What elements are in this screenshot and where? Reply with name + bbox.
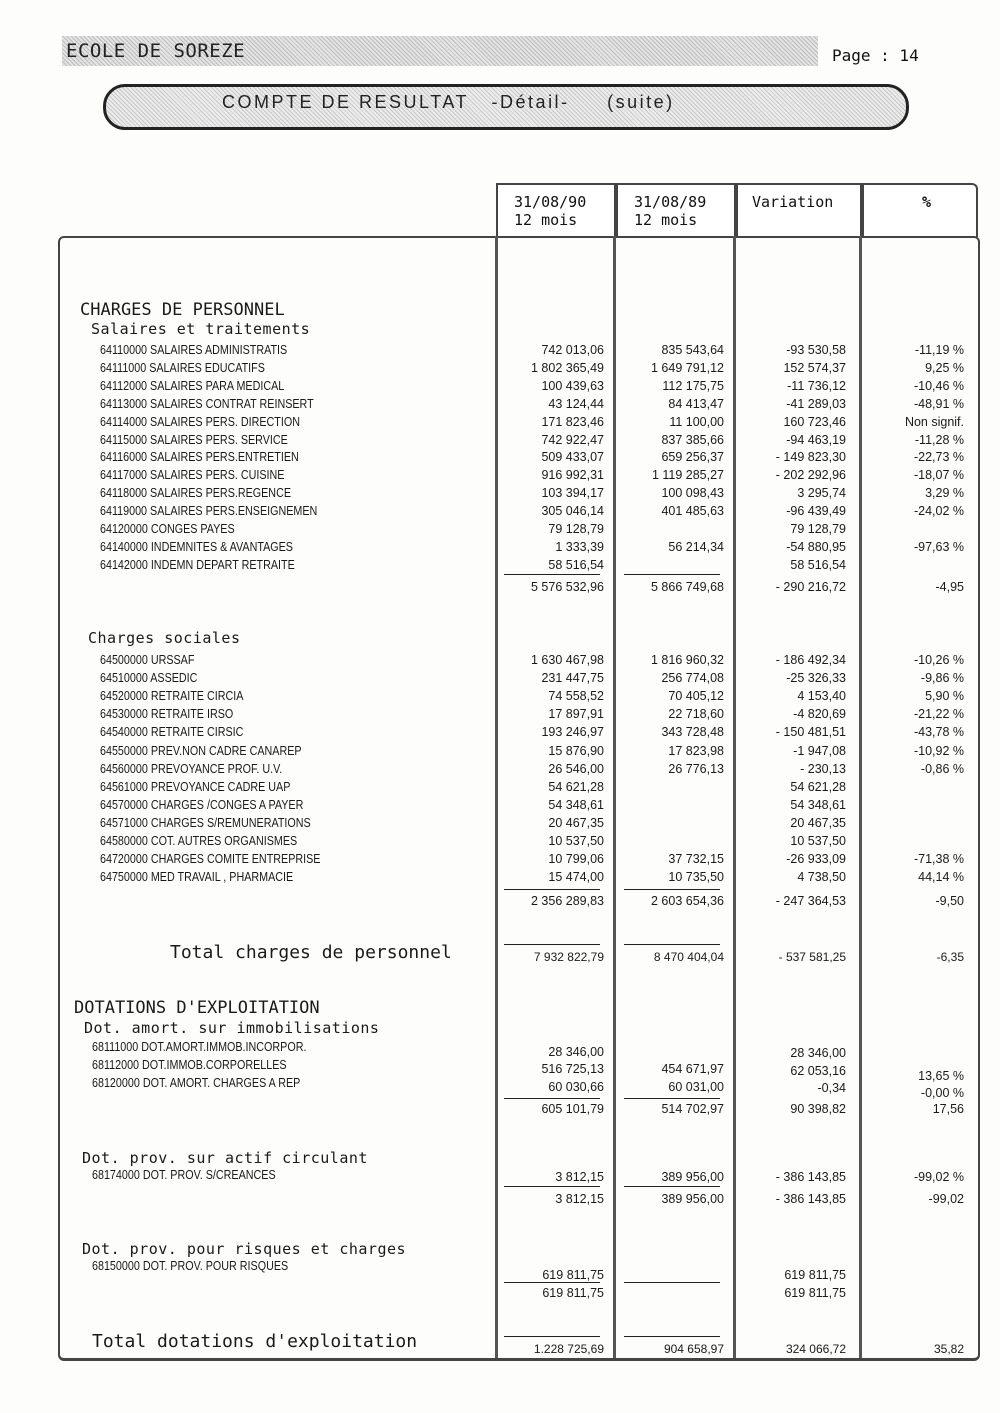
cell-v89: 659 256,37 xyxy=(661,450,724,465)
underline xyxy=(624,944,720,945)
banner-suite: (suite) xyxy=(607,92,675,112)
cell-v89: 100 098,43 xyxy=(661,486,724,501)
cell-var: - 537 581,25 xyxy=(778,950,846,964)
cell-v90: 742 013,06 xyxy=(541,343,604,357)
cell-v90: 74 558,52 xyxy=(548,689,604,704)
cell-v90: 15 474,00 xyxy=(548,870,604,885)
cell-var: 79 128,79 xyxy=(790,522,846,536)
account-label: 64520000 RETRAITE CIRCIA xyxy=(100,689,244,704)
cell-var: - 186 492,34 xyxy=(775,653,846,667)
cell-var: - 150 481,51 xyxy=(775,725,846,740)
cell-v89: 8 470 404,04 xyxy=(653,950,724,964)
col-header-1990 xyxy=(496,183,616,237)
cell-v89: 343 728,48 xyxy=(661,725,724,740)
account-label: 64500000 URSSAF xyxy=(100,653,195,667)
underline xyxy=(504,1282,600,1283)
cell-var: -11 736,12 xyxy=(787,378,846,393)
cell-pct: -99,02 xyxy=(928,1192,964,1206)
col-1989-period: 12 mois xyxy=(634,211,698,229)
cell-var: 58 516,54 xyxy=(790,557,846,572)
cell-pct: 3,29 % xyxy=(925,486,964,501)
banner-title xyxy=(222,92,675,113)
cell-v89: 401 485,63 xyxy=(661,504,724,519)
cell-pct: -0,86 % xyxy=(920,761,964,776)
underline xyxy=(504,1186,600,1187)
cell-v90: 60 030,66 xyxy=(548,1080,604,1094)
cell-v89: 26 776,13 xyxy=(668,761,724,776)
cell-pct: 9,25 % xyxy=(925,360,964,375)
cell-var: -26 933,09 xyxy=(786,852,846,867)
cell-v89: 56 214,34 xyxy=(668,539,724,554)
account-label: 64116000 SALAIRES PERS.ENTRETIEN xyxy=(100,450,299,465)
cell-pct: -11,19 % xyxy=(914,343,964,357)
cell-v90: 516 725,13 xyxy=(541,1062,604,1076)
cell-pct: -21,22 % xyxy=(913,707,964,722)
cell-v90: 15 876,90 xyxy=(548,743,604,758)
cell-v90: 58 516,54 xyxy=(548,557,604,572)
cell-var: - 202 292,96 xyxy=(775,468,846,483)
cell-v90: 3 812,15 xyxy=(555,1192,604,1206)
cell-var: 3 295,74 xyxy=(797,486,846,501)
account-label: 68111000 DOT.AMORT.IMMOB.INCORPOR. xyxy=(92,1040,307,1054)
account-label: 64111000 SALAIRES EDUCATIFS xyxy=(100,360,265,375)
total-label: Total dotations d'exploitation xyxy=(92,1331,418,1352)
subsection-title: Salaires et traitements xyxy=(91,320,311,338)
col-variation-label: Variation xyxy=(752,193,834,211)
total-label: Total charges de personnel xyxy=(170,942,452,963)
cell-v90: 26 546,00 xyxy=(548,761,604,776)
cell-pct: -18,07 % xyxy=(913,468,964,483)
cell-var: 4 738,50 xyxy=(797,870,846,885)
cell-var: 160 723,46 xyxy=(783,414,846,429)
cell-var: - 247 364,53 xyxy=(775,894,846,908)
subsection-title: Charges sociales xyxy=(88,629,241,647)
account-label: 64540000 RETRAITE CIRSIC xyxy=(100,725,244,740)
cell-pct: 13,65 % xyxy=(918,1069,964,1083)
cell-pct: -97,63 % xyxy=(913,539,964,554)
cell-var: 28 346,00 xyxy=(790,1046,846,1060)
cell-pct: -9,50 xyxy=(935,894,964,908)
cell-v90: 916 992,31 xyxy=(541,468,604,483)
cell-v89: 1 119 285,27 xyxy=(651,468,724,483)
cell-v90: 1 333,39 xyxy=(555,539,604,554)
cell-v89: 514 702,97 xyxy=(661,1102,724,1116)
cell-var: - 290 216,72 xyxy=(775,580,846,594)
underline xyxy=(624,1098,720,1099)
cell-pct: -10,92 % xyxy=(913,743,964,758)
cell-v90: 10 799,06 xyxy=(548,852,604,867)
cell-pct: -4,95 xyxy=(935,580,964,594)
cell-v90: 54 348,61 xyxy=(548,797,604,812)
account-label: 68112000 DOT.IMMOB.CORPORELLES xyxy=(92,1058,287,1072)
cell-v90: 509 433,07 xyxy=(541,450,604,465)
cell-var: 619 811,75 xyxy=(784,1286,846,1300)
cell-v90: 742 922,47 xyxy=(541,432,604,447)
cell-pct: -48,91 % xyxy=(913,396,964,411)
account-label: 68174000 DOT. PROV. S/CREANCES xyxy=(92,1168,276,1182)
cell-var: 90 398,82 xyxy=(790,1102,846,1116)
cell-v89: 835 543,64 xyxy=(661,343,724,357)
cell-var: -1 947,08 xyxy=(793,743,846,758)
col-1990-period: 12 mois xyxy=(514,211,578,229)
underline xyxy=(504,574,600,575)
cell-pct: -99,02 % xyxy=(913,1170,964,1184)
cell-v90: 103 394,17 xyxy=(541,486,604,501)
account-label: 64560000 PREVOYANCE PROF. U.V. xyxy=(100,761,283,776)
cell-v89: 389 956,00 xyxy=(661,1170,724,1184)
page-number: Page : 14 xyxy=(832,46,919,65)
cell-var: 20 467,35 xyxy=(790,815,846,830)
cell-var: 152 574,37 xyxy=(783,360,846,375)
banner-detail: -Détail- xyxy=(491,92,570,112)
cell-v89: 112 175,75 xyxy=(662,378,724,393)
cell-v89: 1 816 960,32 xyxy=(651,653,724,667)
underline xyxy=(504,1098,600,1099)
cell-v90: 79 128,79 xyxy=(548,522,604,536)
cell-v90: 305 046,14 xyxy=(541,504,604,519)
account-label: 64510000 ASSEDIC xyxy=(100,671,198,686)
account-label: 64140000 INDEMNITES & AVANTAGES xyxy=(100,539,293,554)
cell-var: - 386 143,85 xyxy=(775,1170,846,1184)
cell-var: -93 530,58 xyxy=(786,343,846,357)
account-label: 64571000 CHARGES S/REMUNERATIONS xyxy=(100,815,311,830)
account-label: 64550000 PREV.NON CADRE CANAREP xyxy=(100,743,302,758)
cell-var: - 386 143,85 xyxy=(775,1192,846,1206)
col-1989-date: 31/08/89 xyxy=(634,193,707,211)
cell-var: -96 439,49 xyxy=(786,504,846,519)
section-title: CHARGES DE PERSONNEL xyxy=(80,300,285,320)
cell-var: -0,34 xyxy=(817,1081,846,1095)
cell-var: -41 289,03 xyxy=(786,396,846,411)
cell-v90: 54 621,28 xyxy=(548,779,604,794)
cell-v90: 605 101,79 xyxy=(541,1102,604,1116)
subsection-title: Dot. prov. sur actif circulant xyxy=(82,1149,368,1167)
cell-v89: 5 866 749,68 xyxy=(651,580,724,594)
cell-var: - 149 823,30 xyxy=(775,450,846,465)
subsection-title: Dot. prov. pour risques et charges xyxy=(82,1240,407,1258)
column-divider xyxy=(613,236,616,1358)
cell-v90: 100 439,63 xyxy=(541,378,604,393)
cell-v89: 60 031,00 xyxy=(668,1080,724,1094)
cell-v90: 231 447,75 xyxy=(541,671,604,686)
account-label: 64112000 SALAIRES PARA MEDICAL xyxy=(100,378,285,393)
cell-pct: 44,14 % xyxy=(918,870,964,885)
cell-v90: 171 823,46 xyxy=(541,414,604,429)
underline xyxy=(624,1336,720,1337)
cell-v90: 17 897,91 xyxy=(548,707,604,722)
account-label: 64119000 SALAIRES PERS.ENSEIGNEMEN xyxy=(100,504,318,519)
cell-v90: 193 246,97 xyxy=(541,725,604,740)
account-label: 68120000 DOT. AMORT. CHARGES A REP xyxy=(92,1076,301,1090)
cell-var: -94 463,19 xyxy=(786,432,846,447)
cell-v90: 619 811,75 xyxy=(542,1286,604,1300)
school-name: ECOLE DE SOREZE xyxy=(66,40,246,62)
cell-v89: 22 718,60 xyxy=(668,707,724,722)
cell-v90: 1 802 365,49 xyxy=(531,360,604,375)
account-label: 64142000 INDEMN DEPART RETRAITE xyxy=(100,557,295,572)
cell-v89: 2 603 654,36 xyxy=(651,894,724,908)
col-header-variation xyxy=(736,183,862,237)
cell-var: -54 880,95 xyxy=(786,539,846,554)
cell-v90: 619 811,75 xyxy=(542,1268,604,1282)
column-divider xyxy=(733,236,736,1358)
account-label: 64530000 RETRAITE IRSO xyxy=(100,707,234,722)
section-title: DOTATIONS D'EXPLOITATION xyxy=(74,998,320,1018)
account-label: 64720000 CHARGES COMITE ENTREPRISE xyxy=(100,852,321,867)
account-label: 64113000 SALAIRES CONTRAT REINSERT xyxy=(100,396,314,411)
cell-v90: 1.228 725,69 xyxy=(533,1342,604,1356)
cell-var: 62 053,16 xyxy=(790,1064,846,1078)
cell-pct: -22,73 % xyxy=(913,450,964,465)
cell-v89: 256 774,08 xyxy=(661,671,724,686)
cell-pct: 17,56 xyxy=(932,1102,964,1116)
underline xyxy=(624,889,720,890)
cell-v89: 389 956,00 xyxy=(661,1192,724,1206)
underline xyxy=(504,889,600,890)
underline xyxy=(504,944,600,945)
cell-pct: -10,26 % xyxy=(913,653,964,667)
cell-v90: 7 932 822,79 xyxy=(533,950,604,964)
cell-var: 4 153,40 xyxy=(797,689,846,704)
cell-pct: -11,28 % xyxy=(914,432,964,447)
cell-v89: 37 732,15 xyxy=(668,852,724,867)
banner-main: COMPTE DE RESULTAT xyxy=(222,92,470,112)
cell-v89: 1 649 791,12 xyxy=(651,360,724,375)
cell-v90: 28 346,00 xyxy=(548,1045,604,1059)
cell-v90: 10 537,50 xyxy=(548,834,604,848)
cell-v89: 837 385,66 xyxy=(661,432,724,447)
account-label: 64580000 COT. AUTRES ORGANISMES xyxy=(100,834,298,848)
cell-var: 619 811,75 xyxy=(784,1268,846,1282)
cell-v90: 43 124,44 xyxy=(548,396,604,411)
underline xyxy=(504,1336,600,1337)
account-label: 64120000 CONGES PAYES xyxy=(100,522,235,536)
account-label: 64750000 MED TRAVAIL , PHARMACIE xyxy=(100,870,294,885)
cell-v90: 20 467,35 xyxy=(548,815,604,830)
column-divider xyxy=(859,236,862,1358)
cell-pct: -9,86 % xyxy=(920,671,964,686)
cell-pct: 35,82 xyxy=(933,1342,964,1356)
col-1990-date: 31/08/90 xyxy=(514,193,587,211)
cell-v89: 11 100,00 xyxy=(669,414,724,429)
cell-pct: -43,78 % xyxy=(913,725,964,740)
subsection-title: Dot. amort. sur immobilisations xyxy=(84,1019,380,1037)
cell-v89: 84 413,47 xyxy=(668,396,724,411)
account-label: 64561000 PREVOYANCE CADRE UAP xyxy=(100,779,291,794)
account-label: 64570000 CHARGES /CONGES A PAYER xyxy=(100,797,304,812)
cell-var: 324 066,72 xyxy=(785,1342,846,1356)
cell-var: - 230,13 xyxy=(800,761,846,776)
underline xyxy=(624,574,720,575)
cell-var: 10 537,50 xyxy=(790,834,846,848)
account-label: 64114000 SALAIRES PERS. DIRECTION xyxy=(100,414,300,429)
cell-pct: -71,38 % xyxy=(913,852,964,867)
cell-v90: 1 630 467,98 xyxy=(531,653,604,667)
cell-var: -4 820,69 xyxy=(793,707,846,722)
cell-v89: 70 405,12 xyxy=(668,689,724,704)
account-label: 64118000 SALAIRES PERS.REGENCE xyxy=(100,486,292,501)
cell-var: 54 621,28 xyxy=(790,779,846,794)
cell-v89: 10 735,50 xyxy=(668,870,724,885)
underline xyxy=(624,1282,720,1283)
account-label: 64117000 SALAIRES PERS. CUISINE xyxy=(100,468,285,483)
cell-pct: -6,35 xyxy=(936,950,964,964)
cell-pct: 5,90 % xyxy=(925,689,964,704)
account-label: 64115000 SALAIRES PERS. SERVICE xyxy=(100,432,288,447)
cell-pct: Non signif. xyxy=(904,414,964,429)
cell-v89: 904 658,97 xyxy=(663,1342,724,1356)
col-header-1989 xyxy=(616,183,736,237)
cell-pct: -10,46 % xyxy=(913,378,964,393)
cell-pct: -24,02 % xyxy=(913,504,964,519)
cell-v90: 5 576 532,96 xyxy=(531,580,604,594)
cell-v90: 3 812,15 xyxy=(555,1170,604,1184)
cell-var: 54 348,61 xyxy=(790,797,846,812)
account-label: 64110000 SALAIRES ADMINISTRATIS xyxy=(100,343,288,357)
cell-var: -25 326,33 xyxy=(786,671,846,686)
cell-v89: 454 671,97 xyxy=(661,1062,724,1076)
col-header-percent xyxy=(862,183,978,237)
cell-pct: -0,00 % xyxy=(920,1086,964,1100)
cell-v89: 17 823,98 xyxy=(668,743,724,758)
account-label: 68150000 DOT. PROV. POUR RISQUES xyxy=(92,1259,289,1273)
cell-v90: 2 356 289,83 xyxy=(531,894,604,908)
underline xyxy=(624,1186,720,1187)
col-percent-label: % xyxy=(922,193,932,211)
